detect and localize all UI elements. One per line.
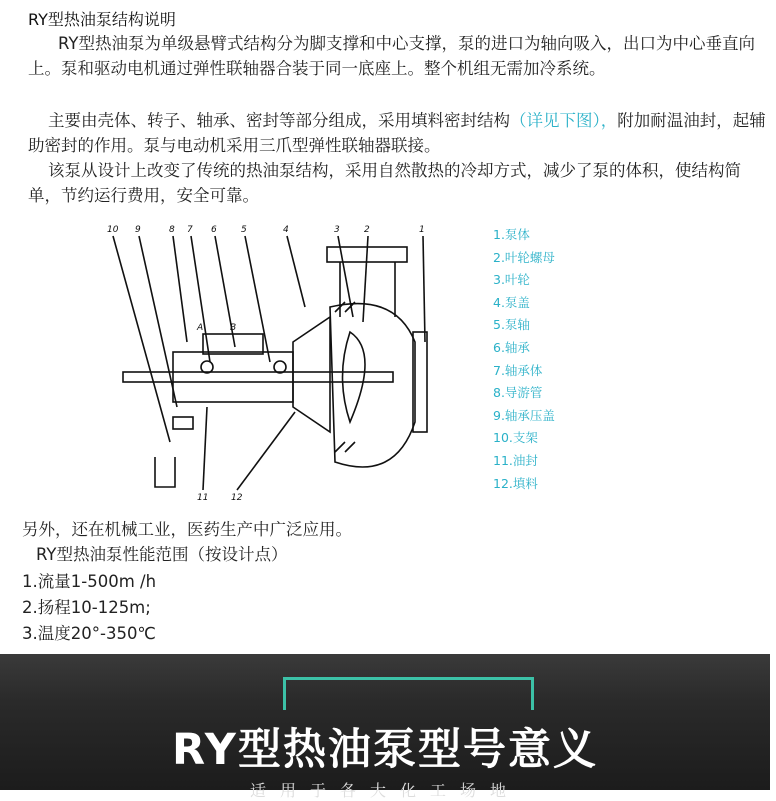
callout-9: 9 [135, 225, 141, 235]
leader-line [423, 236, 425, 342]
leader-line [363, 236, 368, 322]
leader-line [237, 412, 295, 490]
marker-b: B [230, 323, 237, 333]
callout-7: 7 [187, 225, 193, 235]
impeller [343, 332, 366, 422]
legend-item: 12.填料 [493, 475, 538, 491]
legend-item: 1.泵体 [493, 227, 530, 242]
callout-5: 5 [241, 225, 247, 235]
performance-head: 2.扬程10-125m; [22, 598, 151, 617]
coupling [173, 417, 193, 429]
legend-item: 2.叶轮螺母 [493, 249, 555, 265]
banner-frame [283, 677, 534, 710]
callout-8: 8 [169, 225, 175, 235]
callout-4: 4 [283, 225, 289, 235]
model-meaning-banner [0, 654, 770, 800]
legend-item: 6.轴承 [493, 339, 530, 355]
legend-item: 4.泵盖 [493, 294, 530, 310]
callout-3: 3 [334, 225, 340, 235]
callout-2: 2 [364, 225, 370, 235]
performance-title: RY型热油泵性能范围（按设计点） [36, 545, 288, 564]
legend-item: 3.叶轮 [493, 272, 530, 288]
application-note: 另外，还在机械工业，医药生产中广泛应用。 [22, 520, 352, 539]
bearing-housing [173, 352, 293, 402]
performance-flow: 1.流量1-500m /h [22, 572, 157, 591]
leader-line [203, 407, 207, 490]
intro-paragraph-3: 该泵从设计上改变了传统的热油泵结构，采用自然散热的冷却方式，减少了泵的体积，使结构简单，节约运行费用，安全可靠。 [28, 161, 741, 205]
performance-temperature: 3.温度20°-350℃ [22, 624, 156, 643]
banner-subtitle: 适用于各大化工场地 [249, 781, 520, 800]
callout-10: 10 [107, 225, 119, 235]
intro-paragraph-2-tail: 附加耐温油封，起辅助密封的作用。泵与电动机采用三爪型弹性联轴器联接。 [28, 111, 766, 155]
leader-line [191, 236, 210, 362]
legend-item: 9.轴承压盖 [493, 407, 555, 423]
pump-structure-diagram [95, 222, 445, 512]
callout-6: 6 [211, 225, 217, 235]
legend-item: 5.泵轴 [493, 317, 530, 333]
callout-12: 12 [231, 493, 243, 503]
leader-line [173, 236, 187, 342]
document-title: RY型热油泵结构说明 [28, 10, 176, 29]
support-bracket [293, 317, 330, 432]
marker-a: A [197, 323, 204, 333]
legend-item: 10.支架 [493, 430, 538, 446]
pump-shaft [123, 372, 393, 382]
leader-line [287, 236, 305, 307]
intro-paragraph-1: RY型热油泵为单级悬臂式结构分为脚支撑和中心支撑，泵的进口为轴向吸入，出口为中心垂直向上。泵和驱动电机通过弹性联轴器合装于同一底座上。整个机组无需加冷系统。 [28, 34, 755, 78]
legend-item: 7.轴承体 [493, 362, 543, 378]
intro-paragraph-2-text: 主要由壳体、转子、轴承、密封等部分组成，采用填料密封结构 [48, 111, 510, 130]
parts-legend [493, 224, 555, 495]
see-diagram-link: （详见下图）， [510, 111, 618, 130]
callout-11: 11 [197, 493, 209, 503]
section-hatch [335, 302, 355, 452]
intro-paragraph-2 [28, 108, 768, 158]
legend-item: 8.导游管 [493, 385, 543, 401]
legend-item: 11.油封 [493, 452, 538, 468]
callout-1: 1 [419, 225, 425, 235]
banner-title: RY型热油泵型号意义 [172, 725, 598, 775]
base-foot [155, 457, 175, 487]
leader-line [245, 236, 270, 362]
